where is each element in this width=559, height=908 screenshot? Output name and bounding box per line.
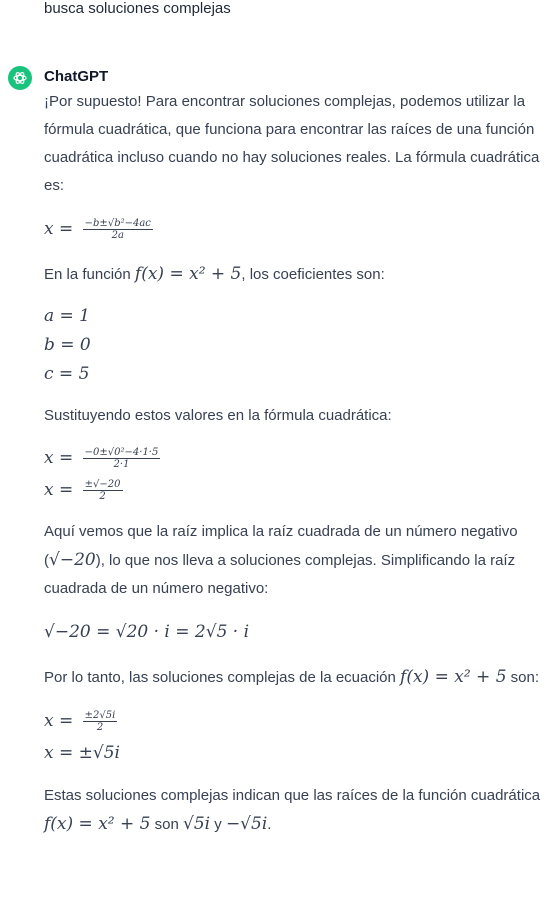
function-expression: f(x) = x² + 5 xyxy=(134,264,242,284)
equation-simplification: √−20 = √20 · i = 2√5 · i xyxy=(44,622,250,642)
solution-equations xyxy=(44,704,554,768)
paragraph-solutions-intro: Por lo tanto, las soluciones complejas de la ecuación f(x) = x² + 5 son: xyxy=(44,667,540,687)
negative-root-inline: √−20 xyxy=(49,550,96,570)
equation-solution-2: x = ±√5i xyxy=(44,743,120,763)
coefficient-b: b = 0 xyxy=(44,334,91,355)
coefficient-c: c = 5 xyxy=(44,363,90,384)
equation-solution-1: x = $\frac{\pm 2√5i}{2}$ xyxy=(44,709,116,733)
paragraph-negative-root: Aquí vemos que la raíz implica la raíz cuadrada de un número negativo (√−20), lo que nos lleva a soluciones complejas. Simplificando la raíz cuadrada de un número negativo: xyxy=(44,523,518,597)
paragraph-conclusion: Estas soluciones complejas indican que las raíces de la función cuadrática f(x) = x² + 5 son √5i y −√5i. xyxy=(44,787,541,834)
paragraph-intro: ¡Por supuesto! Para encontrar soluciones complejas, podemos utilizar la fórmula cuadrática, que funciona para encontrar las raíces de una función cuadrática incluso cuando no hay soluciones reales. La fórmula cuadrática es: xyxy=(44,93,540,194)
assistant-message xyxy=(44,88,554,839)
user-message: busca soluciones complejas xyxy=(44,0,231,17)
coefficient-a: a = 1 xyxy=(44,305,91,326)
equation-quadratic-formula: x = $\frac{\text{−b±√b²−4ac}}{2a}$ xyxy=(44,217,151,241)
openai-logo-icon xyxy=(12,70,28,86)
assistant-name: ChatGPT xyxy=(44,68,109,85)
substitution-equations xyxy=(44,442,554,506)
quadratic-denominator: 2a xyxy=(111,229,124,241)
coefficients-list xyxy=(44,301,554,388)
equation-substitution-2: x = $\frac{\pm√-20}{2}$ xyxy=(44,478,121,502)
chatgpt-avatar xyxy=(8,66,32,90)
quadratic-numerator: −b±√b²−4ac xyxy=(84,217,151,229)
paragraph-substitution: Sustituyendo estos valores en la fórmula cuadrática: xyxy=(44,407,392,424)
paragraph-function: En la función f(x) = x² + 5, los coeficientes son: xyxy=(44,264,385,284)
equation-substitution-1: x = $\frac{\text{−0±√0²−4·1·5}}{2\cdot 1}$ xyxy=(44,446,159,470)
